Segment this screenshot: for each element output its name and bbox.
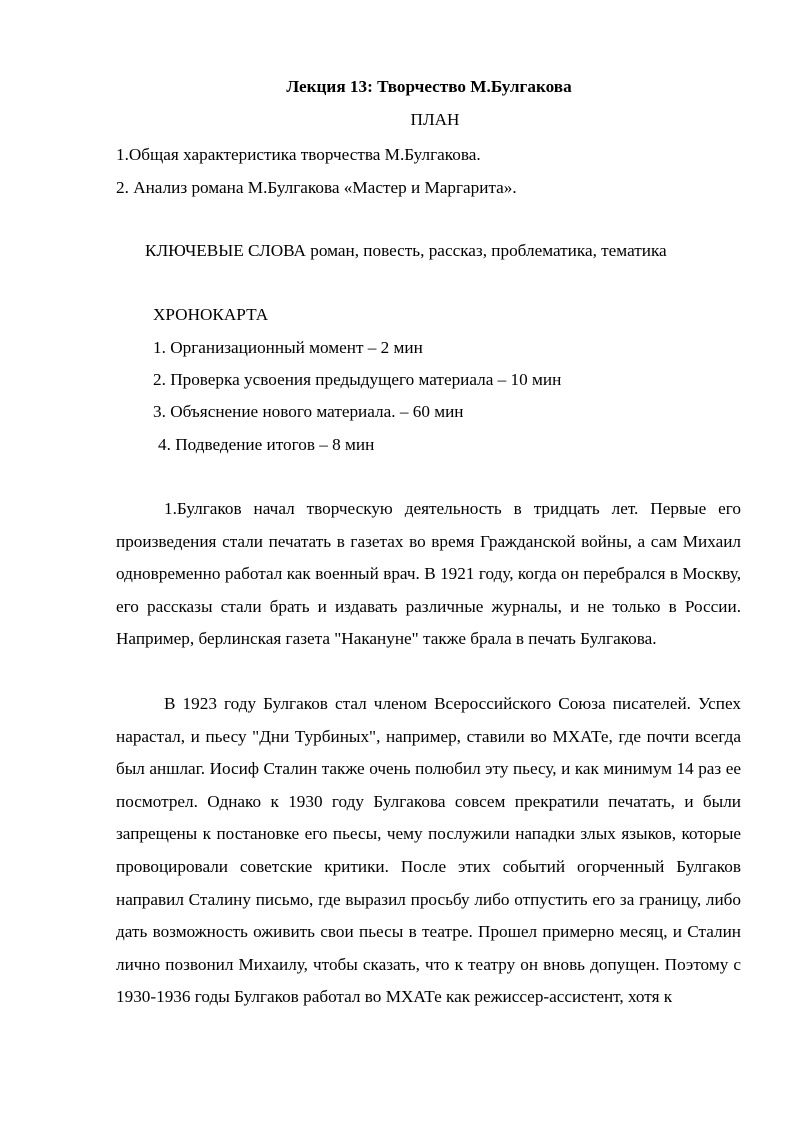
plan-item: 2. Анализ романа М.Булгакова «Мастер и Маргарита».: [116, 178, 517, 197]
lecture-title: Лекция 13: Творчество М.Булгакова: [286, 77, 572, 96]
body-paragraph: В 1923 году Булгаков стал членом Всероссийского Союза писателей. Успех нарастал, и пьесу "Дни Турбиных", например, ставили во МХАТе, где почти всегда был аншлаг. Иосиф Сталин также очень полюбил эту пьесу, и как минимум 14 раз ее посмотрел. Однако к 1930 году Булгакова совсем прекратили печатать, и были запрещены к постановке его пьесы, чему послужили нападки злых языков, которые провоцировали советские критики. После этих событий огорченный Булгаков направил Сталину письмо, где выразил просьбу либо отпустить его за границу, либо дать возможность оживить свои пьесы в театре. Прошел примерно месяц, и Сталин лично позвонил Михаилу, чтобы сказать, что к театру он вновь допущен. Поэтому с 1930-1936 годы Булгаков работал во МХАТе как режиссер-ассистент, хотя к: [116, 694, 741, 1007]
chronocard-item: 4. Подведение итогов – 8 мин: [158, 435, 375, 454]
chronocard-item: 1. Организационный момент – 2 мин: [153, 338, 423, 357]
chronocard-item: 2. Проверка усвоения предыдущего материала – 10 мин: [153, 370, 562, 389]
body-paragraph: 1.Булгаков начал творческую деятельность в тридцать лет. Первые его произведения стали печатать в газетах во время Гражданской войны, а сам Михаил одновременно работал как военный врач. В 1921 году, когда он перебрался в Москву, его рассказы стали брать и издавать различные журналы, и не только в России. Например, берлинская газета "Накануне" также брала в печать Булгакова.: [116, 499, 741, 649]
plan-heading: ПЛАН: [410, 110, 460, 129]
chronocard-item: 3. Объяснение нового материала. – 60 мин: [153, 402, 464, 421]
plan-item: 1.Общая характеристика творчества М.Булгакова.: [116, 145, 481, 164]
chronocard-heading: ХРОНОКАРТА: [153, 305, 269, 324]
keywords-line: КЛЮЧЕВЫЕ СЛОВА роман, повесть, рассказ, проблематика, тематика: [145, 241, 667, 260]
